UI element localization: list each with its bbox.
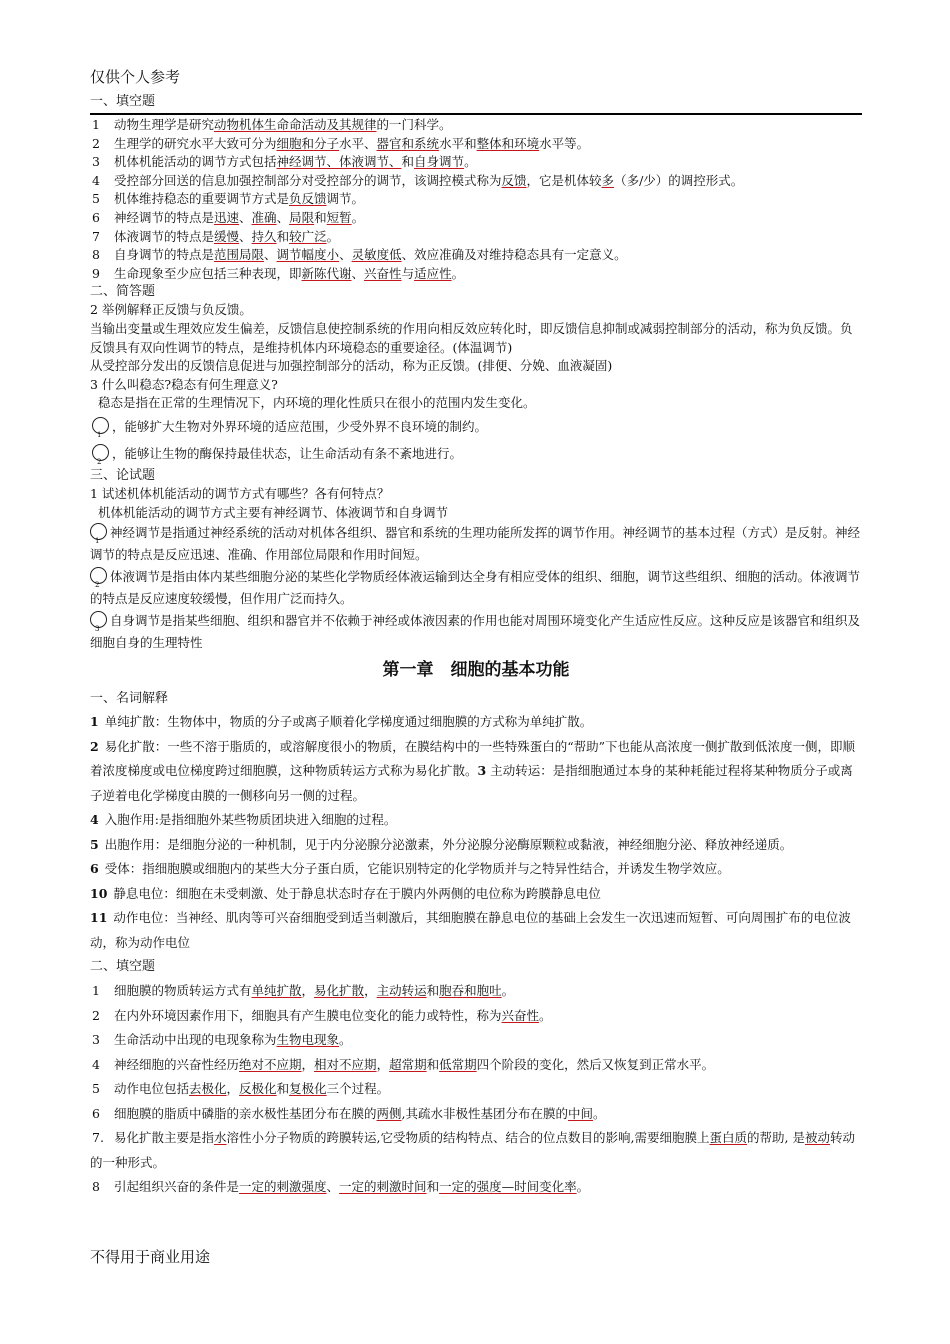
item-text: （多/少）的调控形式。 [614,172,744,188]
item-text: 引起组织兴奋的条件是 [114,1179,240,1195]
answer-blank: 神经调节、体液调节、 [276,154,402,170]
item-text: 、 [276,209,290,225]
item-text: 细胞膜的脂质中磷脂的亲水极性基团分布在膜的 [114,1105,377,1121]
term-number: 10 [90,885,108,901]
answer-blank: 低常期 [439,1056,477,1072]
item-text: 生命活动中出现的电现象称为 [114,1032,277,1048]
answer-blank: 持久 [251,228,277,244]
item-number: 4 [92,172,100,188]
item-number: 2 [92,135,100,151]
item-number: 1 [92,117,100,132]
item-text: 三个过程。 [326,1081,390,1097]
item-text: 神经细胞的兴奋性经历 [114,1056,240,1072]
circled-number: 1 [90,523,107,540]
question-2: 2 举例解释正反馈与负反馈。 [90,302,252,318]
answer-blank: 迅速 [214,209,240,225]
item-text: 在内外环境因素作用下，细胞具有产生膜电位变化的能力或特性，称为 [114,1007,502,1023]
item-number: 3 [92,1032,100,1048]
answer-blank: 一定的刺激时间 [339,1179,427,1195]
answer-blank: 两侧 [376,1105,402,1121]
answer-blank: 动物机体生命命活动及其规律 [214,117,377,132]
item-number: 2 [92,1007,100,1023]
item-text: 。 [576,1179,590,1195]
item-text: 转动的一种形式。 [90,1130,855,1170]
item-text: 受控部分回送的信息加强控制部分对受控部分的调节，该调控模式称为 [114,172,502,188]
item-text: 。 [593,1105,606,1121]
item-text: 和 [426,1179,440,1195]
answer-blank: 缓慢 [214,228,240,244]
fill-item [90,1126,862,1175]
item-text: 调节。 [326,191,365,207]
term-text: 易化扩散：一些不溶于脂质的，或溶解度很小的物质，在膜结构中的一些特殊蛋白的“帮助”下也能从高浓度一侧扩散到低浓度一侧，即顺着浓度梯度或电位梯度跨过细胞膜，这种物质转运方式称为易化扩散。 [90,738,855,779]
answer-blank: 局限 [289,209,315,225]
answer-blank: 新陈代谢 [301,265,352,281]
item-text: 和 [276,1081,290,1097]
answer-blank: 一定的刺激强度 [239,1179,327,1195]
fill-item [90,228,862,247]
term-text: 静息电位：细胞在未受刺激、处于静息状态时存在于膜内外两侧的电位称为跨膜静息电位 [113,885,601,901]
item-text: 。 [451,265,465,281]
item-text: 、效应准确及对维持稳态具有一定意义。 [401,247,627,263]
item-text: 。 [501,983,515,999]
answer-3-point-1: 1 ，能够扩大生物对外界环境的适应范围，少受外界不良环境的制约。 [90,413,862,440]
essay-point-3: 3 自身调节是指某些细胞、组织和器官并不依赖于神经或体液因素的作用也能对周围环境变化产生适应性反应。这种反应是该器官和组织及细胞自身的生理特性 [90,613,861,651]
item-text: 易化扩散主要是指 [114,1130,215,1146]
fill-item [90,153,862,172]
item-text: 。 [351,209,365,225]
item-text: 和 [426,983,440,999]
item-text: 、 [239,228,252,244]
answer-blank: 反极化 [239,1081,277,1097]
item-text: ， [376,1056,390,1072]
fill-item [90,1077,862,1102]
essay-question-1: 1 试述机体机能活动的调节方式有哪些？各有何特点？ [90,485,390,501]
item-text: 。 [339,1032,352,1048]
term-text: 出胞作用：是细胞分泌的一种机制，见于内分泌腺分泌激素，外分泌腺分泌酶原颗粒或黏液，神经细胞分泌、释放神经递质。 [104,836,793,852]
term-item [90,882,862,907]
answer-blank: 单纯扩散 [251,983,302,999]
circled-number: 1 [92,417,109,434]
term-number: 6 [90,861,99,877]
answer-blank: 易化扩散 [314,983,365,999]
answer-blank: 水 [214,1130,227,1146]
answer-blank: 自身调节 [414,154,465,170]
item-text: 、 [326,1179,340,1195]
term-item [90,857,862,882]
term-text: 入胞作用:是指细胞外某些物质团块进入细胞的过程。 [104,812,397,828]
answer-blank: 反馈 [501,172,527,188]
item-text: ， [301,1056,315,1072]
fill-item [90,246,862,265]
term-text: 受体：指细胞膜或细胞内的某些大分子蛋白质，它能识别特定的化学物质并与之特异性结合，并诱发生物学效应。 [104,861,730,877]
answer-blank: 被动 [804,1130,830,1146]
page-header: 仅供个人参考 [90,68,181,86]
fill-item [90,135,862,154]
fill-item [90,172,862,191]
item-text: 水平等。 [539,135,590,151]
item-number: 3 [92,154,100,170]
item-text: 、 [239,209,252,225]
item-number: 7. [92,1130,104,1146]
answer-blank: 生物电现象 [276,1032,340,1048]
item-text: 、 [351,265,365,281]
item-text: 与 [401,265,415,281]
item-text: 溶性小分子物质的跨膜转运,它受物质的结构特点、结合的位点数目的影响,需要细胞膜上 [226,1130,710,1146]
answer-blank: 胞吞和胞吐 [439,983,502,999]
answer-blank: 一定的强度—时间变化率 [439,1179,577,1195]
term-text: 主动转运：是指细胞通过本身的某种耗能过程将某种物质分子或离子逆着电化学梯度由膜的一侧移向另一侧的过程。 [90,763,853,803]
item-text: 生理学的研究水平大致可分为 [114,135,277,151]
circled-number: 2 [92,444,109,461]
term-item [90,906,862,955]
answer-blank: 蛋白质 [709,1130,747,1146]
item-text: 的帮助, 是 [747,1130,805,1146]
term-number: 11 [90,910,108,926]
answer-2-negative: 当输出变量或生理效应发生偏差，反馈信息使控制系统的作用向相反效应转化时，即反馈信息抑制或减弱控制部分的活动，称为负反馈。负反馈具有双向性调节的特点，是维持机体内环境稳态的重要途径。(体温调节) [90,320,853,355]
answer-blank: 相对不应期 [314,1056,377,1072]
item-number: 9 [92,265,100,281]
item-number: 5 [92,1081,100,1097]
term-item [90,710,862,735]
essay-point-1: 1 神经调节是指通过神经系统的活动对机体各组织、器官和系统的生理功能所发挥的调节作用。神经调节的基本过程（方式）是反射。神经调节的特点是反应迅速、准确、作用部位局限和作用时间短。 [90,525,861,563]
item-text: ， [364,983,377,999]
answer-blank: 细胞和分子 [276,135,340,151]
item-number: 4 [92,1056,100,1072]
item-text: 和 [276,228,290,244]
item-number: 6 [92,209,100,225]
answer-blank: 适应性 [414,265,452,281]
term-number: 5 [90,836,99,852]
fill-item [90,209,862,228]
item-text: 细胞膜的物质转运方式有 [114,983,252,999]
section-title-fill: 一、填空题 [90,94,156,109]
item-text: ， [226,1081,240,1097]
answer-blank: 较广泛 [289,228,327,244]
item-number: 1 [92,983,100,999]
answer-blank: 中间 [568,1105,594,1121]
chapter-1 [90,658,862,1200]
item-text: ， [301,983,315,999]
section-title-terms: 一、名词解释 [90,691,169,707]
item-text: 和 [426,1056,440,1072]
item-text: 和 [401,154,415,170]
answer-blank: 准确 [251,209,277,225]
divider [90,113,862,115]
section-title-essay: 三、论试题 [90,467,156,483]
item-text: 。 [464,154,477,170]
answer-3: 稳态是指在正常的生理情况下，内环境的理化性质只在很小的范围内发生变化。 [98,395,536,411]
term-text: 动作电位：当神经、肌肉等可兴奋细胞受到适当刺激后，其细胞膜在静息电位的基础上会发生一次迅速而短暂、可向周围扩布的电位波动，称为动作电位 [90,910,851,950]
section-title-fill-2: 二、填空题 [90,959,156,975]
page-footer: 不得用于商业用途 [90,1248,211,1266]
answer-blank: 灵敏度低 [351,247,402,263]
answer-blank: 器官和系统 [376,135,440,151]
item-number: 8 [92,247,100,263]
item-text: 水平和 [439,135,477,151]
circled-number: 2 [90,567,107,584]
term-item [90,808,862,833]
document-page [90,66,862,1200]
item-text: ,其疏水非极性基团分布在膜的 [401,1105,569,1121]
answer-blank: 负反馈 [289,191,327,207]
answer-blank: 去极化 [189,1081,227,1097]
item-text: 。 [539,1007,552,1023]
fill-item [90,116,862,135]
item-number: 6 [92,1105,100,1121]
item-number: 8 [92,1179,100,1195]
item-text: 动作电位包括 [114,1081,190,1097]
fill-item [90,1175,862,1200]
item-text: 神经调节的特点是 [114,209,215,225]
fill-item [90,1028,862,1053]
section-title-short: 二、简答题 [90,284,156,300]
item-text: 、 [264,247,277,263]
term-number: 2 [90,738,99,754]
answer-blank: 整体和环境 [476,135,540,151]
answer-blank: 复极化 [289,1081,327,1097]
item-text: ，它是机体较 [526,172,602,188]
fill-item [90,1053,862,1078]
chapter-fill-list [90,979,862,1200]
item-text: 体液调节的特点是 [114,228,215,244]
answer-3-point-2: 2 ，能够让生物的酶保持最佳状态，让生命活动有条不紊地进行。 [90,440,862,467]
intro-fill-list [90,116,862,283]
term-number: 1 [90,714,99,730]
item-text: 机体机能活动的调节方式包括 [114,154,277,170]
term-number: 3 [477,763,487,779]
item-text: 的一门科学。 [376,117,452,132]
answer-blank: 多 [601,172,615,188]
item-text: 、 [339,247,352,263]
essay-point-2: 2 体液调节是指由体内某些细胞分泌的某些化学物质经体液运输到达全身有相应受体的组织、细胞，调节这些组织、细胞的活动。体液调节的特点是反应速度较缓慢，但作用广泛而持久。 [90,569,861,607]
answer-blank: 范围局限 [214,247,265,263]
fill-item [90,979,862,1004]
terms-list [90,710,862,955]
fill-item [90,1102,862,1127]
item-text: 水平、 [339,135,377,151]
answer-blank: 主动转运 [376,983,427,999]
answer-blank: 兴奋性 [501,1007,540,1023]
item-text: 自身调节的特点是 [114,247,215,263]
fill-item [90,265,862,284]
circled-number: 3 [90,611,107,628]
answer-blank: 超常期 [389,1056,427,1072]
term-text: 单纯扩散：生物体中，物质的分子或离子顺着化学梯度通过细胞膜的方式称为单纯扩散。 [104,714,593,730]
chapter-title: 第一章 细胞的基本功能 [382,660,570,681]
term-item [90,735,862,809]
item-text: 机体维持稳态的重要调节方式是 [114,191,290,207]
item-text: 四个阶段的变化，然后又恢复到正常水平。 [476,1056,715,1072]
item-text: 和 [314,209,327,225]
item-text: 动物生理学是研究 [114,117,215,132]
answer-blank: 兴奋性 [364,265,402,281]
item-number: 7 [92,228,100,244]
essay-lead: 机体机能活动的调节方式主要有神经调节、体液调节和自身调节 [98,504,449,520]
term-item [90,833,862,858]
question-3: 3 什么叫稳态?稳态有何生理意义? [90,376,278,392]
item-text: 。 [326,228,340,244]
fill-item [90,190,862,209]
answer-blank: 短暂 [326,209,352,225]
fill-item [90,1004,862,1029]
term-number: 4 [90,812,99,828]
answer-blank: 调节幅度小 [276,247,340,263]
answer-2-positive: 从受控部分发出的反馈信息促进与加强控制部分的活动，称为正反馈。(排便、分娩、血液凝固) [90,358,613,374]
item-text: 生命现象至少应包括三种表现，即 [114,265,302,281]
item-number: 5 [92,191,100,207]
answer-blank: 绝对不应期 [239,1056,302,1072]
